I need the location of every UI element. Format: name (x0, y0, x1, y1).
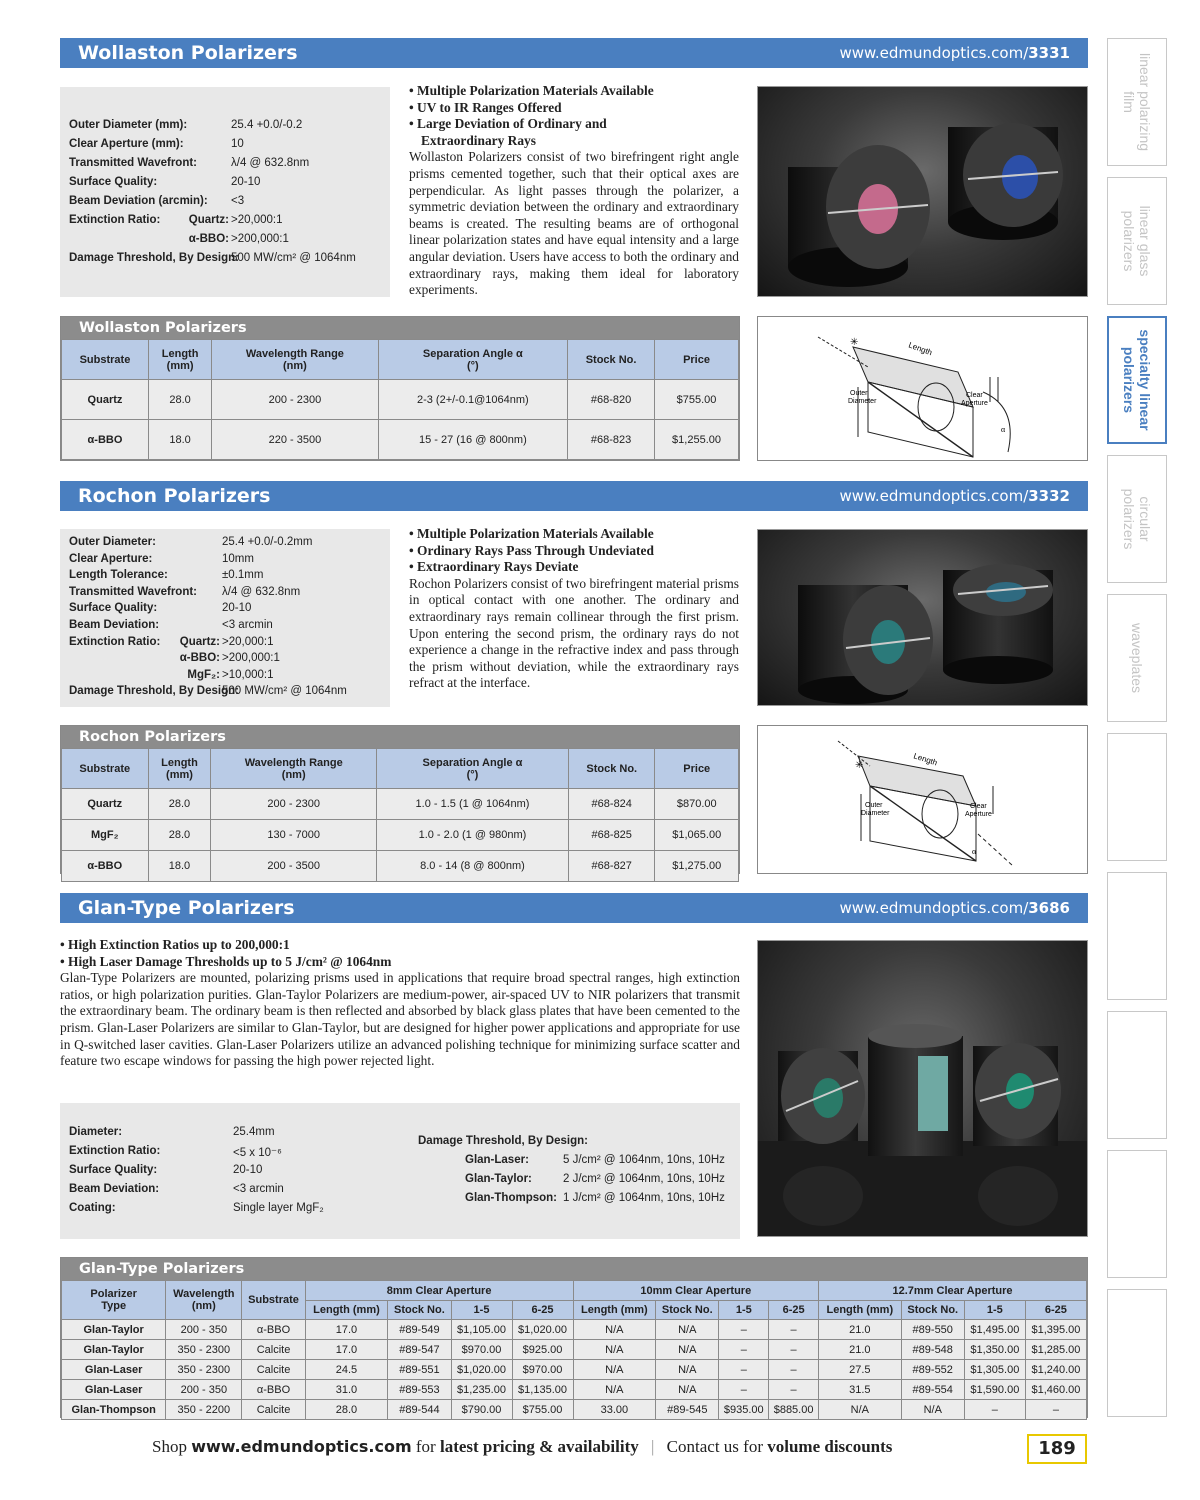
rochon-section-banner (60, 481, 1088, 511)
wollaston-table (60, 316, 740, 461)
table-cell: N/A (819, 1400, 902, 1420)
glan-section-banner (60, 893, 1088, 923)
glan-table (60, 1257, 1088, 1418)
table-cell: $1,305.00 (964, 1360, 1025, 1380)
column-subheader: 6-25 (769, 1301, 819, 1320)
rochon-product-photo (757, 529, 1088, 706)
table-cell: Glan-Laser (62, 1360, 166, 1380)
table-cell: 200 - 350 (166, 1320, 242, 1340)
table-cell: $1,275.00 (655, 851, 739, 882)
spec-value: >10,000:1 (222, 668, 274, 681)
diagram-length-label: Length (907, 340, 934, 358)
footer-site-link[interactable]: www.edmundoptics.com (191, 1437, 412, 1456)
table-cell: $1,105.00 (451, 1320, 512, 1340)
table-cell: Calcite (242, 1340, 305, 1360)
column-subheader: 1-5 (964, 1301, 1025, 1320)
table-cell: MgF₂ (62, 820, 149, 851)
table-cell: $885.00 (769, 1400, 819, 1420)
table-cell: N/A (573, 1380, 656, 1400)
sidebar-tab-label: linear polarizing film (1121, 52, 1153, 152)
column-header: Wavelength (nm) (166, 1281, 242, 1320)
table-cell: – (719, 1380, 769, 1400)
column-subheader: Length (mm) (573, 1301, 656, 1320)
section-url-link[interactable]: www.edmundoptics.com/3332 (839, 487, 1070, 505)
footer-text: volume discounts (767, 1437, 893, 1456)
column-header: Wavelength Range (nm) (211, 749, 376, 789)
glan-product-photo (757, 940, 1088, 1237)
footer-text: for (415, 1437, 436, 1456)
column-header: Stock No. (569, 749, 655, 789)
spec-value: >200,000:1 (222, 652, 280, 665)
footer-separator: | (651, 1437, 655, 1456)
spec-value: λ/4 @ 632.8nm (231, 157, 310, 169)
table-row (62, 1360, 1087, 1380)
table-cell: – (769, 1320, 819, 1340)
table-cell: $925.00 (512, 1340, 573, 1360)
bullet: • UV to IR Ranges Offered (409, 99, 562, 115)
table-cell: N/A (656, 1360, 719, 1380)
rochon-prism-diagram (758, 726, 1089, 875)
spec-value: >20,000:1 (231, 214, 283, 226)
column-header: 8mm Clear Aperture (305, 1281, 573, 1301)
table-cell: $1,065.00 (655, 820, 739, 851)
table-cell: 15 - 27 (16 @ 800nm) (378, 420, 568, 460)
table-row (62, 851, 739, 882)
sidebar-tab-empty (1107, 1011, 1167, 1139)
table-cell: $1,495.00 (964, 1320, 1025, 1340)
section-url-link[interactable]: www.edmundoptics.com/3686 (839, 899, 1070, 917)
table-cell: α-BBO (242, 1320, 305, 1340)
table-cell: #89-545 (656, 1400, 719, 1420)
table-cell: 18.0 (148, 851, 211, 882)
table-cell: 350 - 2300 (166, 1360, 242, 1380)
table-cell: $755.00 (512, 1400, 573, 1420)
wollaston-price-table (61, 339, 739, 460)
spec-value: 25.4 +0.0/-0.2 (231, 119, 303, 131)
spec-subkey: Quartz: (188, 214, 229, 226)
table-row (62, 820, 739, 851)
table-cell: $1,255.00 (655, 420, 739, 460)
column-header: 10mm Clear Aperture (573, 1281, 818, 1301)
spec-key: Beam Deviation: (69, 619, 160, 631)
wollaston-diagram-box (757, 316, 1088, 461)
column-header: Substrate (62, 340, 149, 380)
spec-value: Single layer MgF₂ (233, 1202, 324, 1214)
table-cell: 24.5 (305, 1360, 388, 1380)
table-cell: Calcite (242, 1360, 305, 1380)
description-text: Wollaston Polarizers consist of two birefringent right angle prisms cemented together, such that their optical axes are perpendicular. As light passes through the polarizer, a symmetric deviation between the ordinary and extraordinary beams is created. The resulting beams are of orthogonal linear polarization states and have equal intensity and a large angular deviation. Users have access to both the ordinary and extraordinary rays, making them ideal for laboratory experiments. (409, 149, 739, 298)
spec-value: 500 MW/cm² @ 1064nm (222, 685, 347, 698)
table-row (62, 1380, 1087, 1400)
table-cell: 200 - 2300 (211, 789, 376, 820)
table-header-row (62, 340, 739, 380)
wollaston-product-photo (757, 86, 1088, 297)
spec-subkey: α-BBO: (179, 652, 220, 665)
table-cell: N/A (573, 1320, 656, 1340)
table-cell: #89-553 (388, 1380, 451, 1400)
table-header-row (62, 749, 739, 789)
diagram-clear-label: Clear (970, 803, 987, 810)
column-subheader: 1-5 (719, 1301, 769, 1320)
spec-value: >20,000:1 (222, 635, 274, 648)
table-cell: $1,020.00 (512, 1320, 573, 1340)
spec-value: 25.4mm (233, 1126, 275, 1138)
sidebar-tab-empty (1107, 1150, 1167, 1278)
rochon-spec-box (60, 529, 390, 707)
column-subheader: Stock No. (656, 1301, 719, 1320)
table-cell: α-BBO (242, 1380, 305, 1400)
spec-key: Beam Deviation (arcmin): (69, 195, 208, 207)
spec-key: Coating: (69, 1202, 116, 1214)
spec-key: Glan-Laser: (465, 1154, 529, 1166)
column-subheader: Length (mm) (819, 1301, 902, 1320)
column-header: Price (655, 749, 739, 789)
glan-photo-illustration (758, 941, 1088, 1237)
table-cell: Quartz (62, 789, 149, 820)
spec-key: Clear Aperture: (69, 552, 153, 565)
table-cell: Calcite (242, 1400, 305, 1420)
section-title: Glan-Type Polarizers (78, 897, 295, 919)
spec-value: 20-10 (233, 1164, 263, 1176)
table-cell: #68-823 (568, 420, 655, 460)
table-row (62, 1320, 1087, 1340)
spec-key: Extinction Ratio: (69, 635, 161, 648)
table-cell: $790.00 (451, 1400, 512, 1420)
table-cell: 1.0 - 2.0 (1 @ 980nm) (376, 820, 568, 851)
table-cell: 27.5 (819, 1360, 902, 1380)
sidebar-tab-linear-polarizing-film[interactable] (1107, 38, 1167, 166)
page-footer (152, 1437, 892, 1457)
spec-value: 500 MW/cm² @ 1064nm (231, 252, 356, 264)
spec-key: Damage Threshold, By Design: (418, 1135, 588, 1147)
sidebar-tab-empty (1107, 1289, 1167, 1417)
spec-key: Transmitted Wavefront: (69, 585, 198, 598)
table-cell: $1,135.00 (512, 1380, 573, 1400)
column-header: Substrate (62, 749, 149, 789)
description-text: Glan-Type Polarizers are mounted, polarizing prisms used in applications that require broad spectral ranges, high extinction ratios, or high polarization purities. Glan-Taylor Polarizers are medium-power, air-spaced UV to NIR polarizers that transmit the extraordinary beam. The ordinary beam is then reflected and absorbed by black glass plates that have been cemented to the prism. Glan-Laser Polarizers are similar to Glan-Taylor, but are designed for higher power applications and appropriate for use in Q-switched laser cavities. Glan-Laser Polarizers utilize an advanced polishing technique for minimizing surface scatter and feature two escape windows for passing the high power rejected light. (60, 970, 740, 1069)
table-cell: #89-549 (388, 1320, 451, 1340)
diagram-alpha-label: α (972, 847, 977, 856)
spec-key: Extinction Ratio: (69, 214, 161, 226)
table-cell: 220 - 3500 (212, 420, 378, 460)
column-header: Polarizer Type (62, 1281, 166, 1320)
spec-key: Extinction Ratio: (69, 1145, 161, 1157)
table-cell: 1.0 - 1.5 (1 @ 1064nm) (376, 789, 568, 820)
rochon-description (409, 526, 739, 692)
spec-value: 10mm (222, 552, 254, 565)
table-row (62, 380, 739, 420)
sidebar-tab-label: linear glass polarizers (1121, 205, 1153, 277)
table-cell: α-BBO (62, 420, 149, 460)
column-subheader: Length (mm) (305, 1301, 388, 1320)
glan-spec-box (60, 1103, 740, 1239)
spec-value: >200,000:1 (231, 233, 289, 245)
table-cell: 350 - 2300 (166, 1340, 242, 1360)
spec-value: λ/4 @ 632.8nm (222, 585, 301, 598)
table-cell: #89-554 (901, 1380, 964, 1400)
table-cell: 200 - 350 (166, 1380, 242, 1400)
rochon-diagram-box (757, 725, 1088, 874)
table-cell: $970.00 (451, 1340, 512, 1360)
table-row (62, 1340, 1087, 1360)
table-cell: $1,240.00 (1025, 1360, 1086, 1380)
wollaston-photo-illustration (758, 87, 1088, 297)
sidebar-tab-linear-glass-polarizers[interactable] (1107, 177, 1167, 305)
sidebar-tab-label: specialty linear polarizers (1121, 329, 1153, 431)
table-cell: $1,395.00 (1025, 1320, 1086, 1340)
table-cell: $935.00 (719, 1400, 769, 1420)
table-cell: $1,350.00 (964, 1340, 1025, 1360)
spec-value: ±0.1mm (222, 569, 264, 582)
table-cell: $1,285.00 (1025, 1340, 1086, 1360)
table-cell: 350 - 2200 (166, 1400, 242, 1420)
spec-key: Beam Deviation: (69, 1183, 160, 1195)
table-cell: N/A (573, 1340, 656, 1360)
spec-key: Surface Quality: (69, 176, 158, 188)
table-row (62, 789, 739, 820)
diagram-outer-label: Outer (850, 390, 868, 397)
spec-key: Damage Threshold, By Design: (69, 252, 239, 264)
table-cell: α-BBO (62, 851, 149, 882)
column-subheader: Stock No. (901, 1301, 964, 1320)
section-title: Wollaston Polarizers (78, 42, 298, 64)
table-cell: 31.5 (819, 1380, 902, 1400)
diagram-clear-label: Aperture (965, 811, 992, 818)
rochon-photo-illustration (758, 530, 1088, 706)
spec-subkey: MgF₂: (187, 668, 220, 681)
column-header: Price (655, 340, 739, 380)
table-cell: #68-827 (569, 851, 655, 882)
diagram-label-star: ✳ (855, 760, 864, 771)
table-cell: 2-3 (2+/-0.1@1064nm) (378, 380, 568, 420)
spec-key: Glan-Thompson: (465, 1192, 557, 1204)
column-header: Length (mm) (148, 749, 211, 789)
table-cell: N/A (901, 1400, 964, 1420)
spec-value: <3 arcmin (222, 619, 273, 631)
diagram-outer-label: Diameter (848, 398, 877, 405)
spec-key: Transmitted Wavefront: (69, 157, 198, 169)
table-cell: #89-544 (388, 1400, 451, 1420)
section-url-link[interactable]: www.edmundoptics.com/3331 (839, 44, 1070, 62)
table-cell: $870.00 (655, 789, 739, 820)
table-cell: N/A (656, 1320, 719, 1340)
table-cell: N/A (656, 1380, 719, 1400)
bullet: • Multiple Polarization Materials Available (409, 83, 654, 98)
spec-key: Damage Threshold, By Design: (69, 685, 239, 698)
table-cell: #89-550 (901, 1320, 964, 1340)
spec-key: Clear Aperture (mm): (69, 138, 184, 150)
table-cell: Glan-Laser (62, 1380, 166, 1400)
table-cell: 31.0 (305, 1380, 388, 1400)
column-header: Length (mm) (148, 340, 211, 380)
table-cell: – (769, 1380, 819, 1400)
table-cell: #68-824 (569, 789, 655, 820)
wollaston-section-banner (60, 38, 1088, 68)
table-cell: – (1025, 1400, 1086, 1420)
table-row (62, 420, 739, 460)
table-cell: Glan-Taylor (62, 1340, 166, 1360)
table-cell: 21.0 (819, 1320, 902, 1340)
diagram-alpha-label: α (1001, 425, 1006, 434)
spec-key: Outer Diameter (mm): (69, 119, 188, 131)
table-cell: $1,235.00 (451, 1380, 512, 1400)
sidebar-tab-label: circular polarizers (1121, 488, 1153, 550)
spec-key: Surface Quality: (69, 602, 158, 615)
table-cell: – (719, 1340, 769, 1360)
wollaston-spec-box (60, 87, 390, 297)
table-cell: – (769, 1360, 819, 1380)
table-title: Glan-Type Polarizers (61, 1258, 1087, 1280)
table-cell: #89-551 (388, 1360, 451, 1380)
bullet: • High Extinction Ratios up to 200,000:1 (60, 937, 290, 952)
bullet: • Ordinary Rays Pass Through Undeviated (409, 542, 654, 558)
spec-value: 20-10 (231, 176, 261, 188)
table-cell: – (719, 1360, 769, 1380)
table-row (62, 1400, 1087, 1420)
footer-text: latest pricing & availability (439, 1437, 639, 1456)
table-cell: 17.0 (305, 1320, 388, 1340)
table-cell: 8.0 - 14 (8 @ 800nm) (376, 851, 568, 882)
table-cell: 200 - 2300 (212, 380, 378, 420)
table-cell: $970.00 (512, 1360, 573, 1380)
rochon-price-table (61, 748, 739, 882)
diagram-outer-label: Outer (865, 802, 883, 809)
spec-value: 25.4 +0.0/-0.2mm (222, 536, 313, 548)
footer-text: Contact us for (666, 1437, 763, 1456)
column-header: 12.7mm Clear Aperture (819, 1281, 1087, 1301)
spec-value: 10 (231, 138, 244, 150)
table-cell: 28.0 (148, 380, 211, 420)
description-text: Rochon Polarizers consist of two birefringent material prisms in optical contact with one another. The ordinary and extraordinary rays remain collinear through the first prism. Upon entering the second prism, the ordinary rays do not experience a change in the refractive index and pass through the prism without deviation, while the extraordinary rays refract at the interface. (409, 575, 739, 691)
spec-key: Length Tolerance: (69, 569, 168, 582)
glan-description (60, 937, 740, 1070)
table-cell: 28.0 (148, 820, 211, 851)
wollaston-description (409, 83, 739, 299)
glan-price-table (61, 1280, 1087, 1420)
diagram-clear-label: Clear (966, 392, 983, 399)
spec-key: Glan-Taylor: (465, 1173, 532, 1185)
table-cell: 28.0 (305, 1400, 388, 1420)
diagram-outer-label: Diameter (861, 810, 890, 817)
diagram-label-star: ✳ (850, 337, 859, 348)
column-header: Wavelength Range (nm) (212, 340, 378, 380)
sidebar-tab-waveplates[interactable] (1107, 594, 1167, 722)
bullet: • Multiple Polarization Materials Available (409, 526, 654, 541)
table-cell: Quartz (62, 380, 149, 420)
spec-key: Surface Quality: (69, 1164, 158, 1176)
table-cell: N/A (573, 1360, 656, 1380)
bullet: Extraordinary Rays (421, 132, 536, 148)
spec-subkey: α-BBO: (188, 233, 229, 245)
table-cell: – (769, 1340, 819, 1360)
spec-value: 5 J/cm² @ 1064nm, 10ns, 10Hz (563, 1154, 725, 1166)
table-cell: Glan-Thompson (62, 1400, 166, 1420)
spec-value: <5 x 10⁻⁶ (233, 1147, 282, 1159)
table-cell: #68-820 (568, 380, 655, 420)
table-cell: $1,590.00 (964, 1380, 1025, 1400)
spec-value: 1 J/cm² @ 1064nm, 10ns, 10Hz (563, 1192, 725, 1204)
diagram-clear-label: Aperture (961, 400, 988, 407)
table-title: Rochon Polarizers (61, 726, 739, 748)
rochon-table (60, 725, 740, 874)
bullet: • Large Deviation of Ordinary and (409, 116, 607, 132)
table-cell: #89-547 (388, 1340, 451, 1360)
sidebar-tab-empty (1107, 872, 1167, 1000)
table-cell: #89-548 (901, 1340, 964, 1360)
table-cell: Glan-Taylor (62, 1320, 166, 1340)
table-cell: $755.00 (655, 380, 739, 420)
table-cell: #68-825 (569, 820, 655, 851)
column-header: Stock No. (568, 340, 655, 380)
column-header: Separation Angle α (°) (376, 749, 568, 789)
spec-value: <3 (231, 195, 245, 207)
spec-subkey: Quartz: (179, 635, 220, 648)
sidebar-tab-circular-polarizers[interactable] (1107, 455, 1167, 583)
bullet: • Extraordinary Rays Deviate (409, 559, 579, 575)
table-header-row (62, 1281, 1087, 1301)
table-cell: – (964, 1400, 1025, 1420)
table-cell: $1,460.00 (1025, 1380, 1086, 1400)
spec-value: 2 J/cm² @ 1064nm, 10ns, 10Hz (563, 1173, 725, 1185)
column-header: Substrate (242, 1281, 305, 1320)
table-cell: 130 - 7000 (211, 820, 376, 851)
sidebar-tab-label: waveplates (1129, 622, 1145, 694)
table-cell: 18.0 (148, 420, 211, 460)
bullet: • High Laser Damage Thresholds up to 5 J/cm² @ 1064nm (60, 953, 392, 969)
column-subheader: 1-5 (451, 1301, 512, 1320)
table-cell: #89-552 (901, 1360, 964, 1380)
table-cell: – (719, 1320, 769, 1340)
table-cell: 33.00 (573, 1400, 656, 1420)
table-cell: 200 - 3500 (211, 851, 376, 882)
table-cell: 28.0 (148, 789, 211, 820)
column-subheader: 6-25 (1025, 1301, 1086, 1320)
diagram-length-label: Length (912, 751, 939, 768)
table-title: Wollaston Polarizers (61, 317, 739, 339)
column-subheader: 6-25 (512, 1301, 573, 1320)
spec-key: Outer Diameter: (69, 536, 156, 548)
sidebar-tab-specialty-linear-polarizers[interactable] (1107, 316, 1167, 444)
page-number: 189 (1027, 1434, 1087, 1464)
section-title: Rochon Polarizers (78, 485, 271, 507)
sidebar-tab-empty (1107, 733, 1167, 861)
footer-text: Shop (152, 1437, 187, 1456)
wollaston-prism-diagram (758, 317, 1089, 462)
spec-key: Diameter: (69, 1126, 123, 1138)
table-cell: $1,020.00 (451, 1360, 512, 1380)
table-cell: N/A (656, 1340, 719, 1360)
table-cell: 21.0 (819, 1340, 902, 1360)
spec-value: <3 arcmin (233, 1183, 284, 1195)
column-subheader: Stock No. (388, 1301, 451, 1320)
spec-value: 20-10 (222, 602, 252, 615)
table-cell: 17.0 (305, 1340, 388, 1360)
column-header: Separation Angle α (°) (378, 340, 568, 380)
